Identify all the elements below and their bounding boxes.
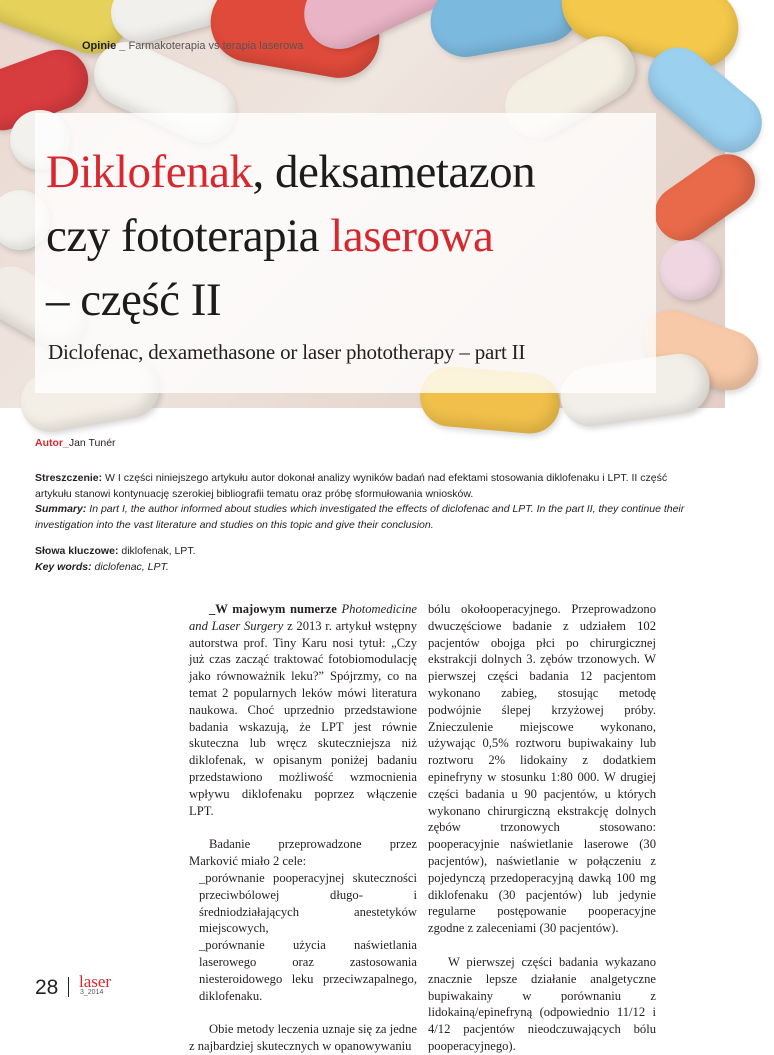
abstract-pl-text: W I części niniejszego artykułu autor dokonał analizy wyników badań nad efektami stosowania diklofenaku i LPT. II część artykułu stanowi kontynuację szerokiej bibliografii tematu oraz próbę sformułowania wniosków. (35, 472, 668, 500)
lead-in: _W majowym numerze (209, 602, 337, 616)
author-line (35, 436, 685, 452)
title-segment-2: , deksametazon (252, 146, 536, 198)
body-column-2 (428, 601, 656, 1055)
abstract-pl (35, 471, 685, 502)
title-highlight-2: laserowa (330, 210, 494, 262)
keywords-en-label: Key words: (35, 560, 92, 573)
author-name: Jan Tunér (68, 437, 116, 449)
body-paragraph: Obie metody leczenia uznaje się za jedne z najbardziej skutecznych w opanowywaniu (189, 1022, 417, 1054)
body-paragraph: W pierwszej części badania wykazano znacznie lepsze działanie analgetyczne bupiwakainy w porównaniu z lidokainą/epinefryną (odpowiednio 11/12 i 4/12 pacjentów nieodczuwających bólu pooperacyjnego). (428, 954, 656, 1053)
page-number: 28 (35, 976, 59, 999)
article-title (46, 140, 656, 332)
issue-number: 3_2014 (80, 989, 104, 996)
magazine-name: laser (79, 972, 112, 991)
keywords-en (35, 560, 685, 576)
body-paragraph: Badanie przeprowadzone przez Marković miało 2 cele: (189, 837, 417, 869)
list-item: _porównanie użycia naświetlania laserowego oraz zastosowania niesteroidowego leku przeciwzapalnego, diklofenaku. (199, 938, 417, 1003)
pill-shape (425, 0, 585, 62)
list-item: _porównanie pooperacyjnej skuteczności przeciwbólowej długo- i średniodziałających anestetyków miejscowych, (199, 870, 417, 936)
section-label: Opinie (82, 40, 117, 52)
article-subtitle: Diclofenac, dexamethasone or laser phototherapy – part II (48, 340, 526, 364)
section-separator: _ (116, 40, 129, 52)
abstract-en-text: In part I, the author informed about studies which investigated the effects of diclofenac and LPT. In the part II, they continue their investigation into the vast literature and studies on this topic and give their conclusion. (35, 503, 685, 531)
keywords (35, 544, 685, 575)
keywords-pl (35, 544, 685, 560)
keywords-en-text: diclofenac, LPT. (91, 560, 169, 573)
abstract-en-label: Summary: (35, 503, 87, 515)
abstract-en (35, 502, 685, 533)
tablet-shape (660, 240, 720, 300)
title-highlight-1: Diklofenak (46, 146, 253, 198)
pill-shape (644, 143, 766, 251)
title-segment-3: czy fototerapia (46, 210, 331, 262)
author-label: Autor_ (35, 437, 69, 449)
body-paragraph (189, 601, 417, 819)
title-segment-5: – część II (46, 274, 222, 326)
section-kicker (82, 40, 303, 52)
footer-divider (68, 977, 69, 997)
body-column-1 (189, 601, 417, 1055)
journal-name: Photomedicine and Laser Surgery (189, 602, 417, 633)
paragraph-text: z 2013 r. artykuł wstępny autorstwa prof. Tiny Karu nosi tytuł: „Czy już czas zacząć traktować fotobiomodulację jako równoważnik leku?” Spójrzmy, co na temat 2 popularnych leków mówi literatura naukowa. Choć uprzednio przedstawione badania wskazują, że LPT jest równie skuteczna lub wręcz skuteczniejsza niż diklofenak, w opisanym poniżej badaniu przedstawiono możliwość wzmocnienia wpływu diklofenaku poprzez włączenie LPT. (189, 618, 417, 818)
subsection-label: Farmakoterapia vs terapia laserowa (128, 40, 304, 52)
body-paragraph: bólu okołooperacyjnego. Przeprowadzono dwuczęściowe badanie z udziałem 102 pacjentów obojga płci po chirurgicznej ekstrakcji dolnych 3. zębów trzonowych. W pierwszej części badania 12 pacjentom wykonano zabieg, stosując metodę podwójnie ślepej krzyżowej próby. Znieczulenie miejscowe wykonano, używając 0,5% roztworu bupiwakainy lub roztworu 2% lidokainy z dodatkiem epinefryny w stosunku 1:80 000. W drugiej części badania u 90 pacjentów, u których wykonano chirurgiczną ekstrakcję dolnych zębów trzonowych stosowano: pooperacyjnie naświetlanie laserowe (30 pacjentów), naświetlanie w połączeniu z pojedynczą przedoperacyjną dawką 100 mg diklofenaku (30 pacjentów) lub jedynie regularne postępowanie pooperacyjne zgodne z zaleceniami (30 pacjentów). (428, 602, 656, 936)
keywords-pl-label: Słowa kluczowe: (35, 545, 119, 557)
abstract (35, 471, 685, 533)
abstract-pl-label: Streszczenie: (35, 472, 103, 484)
keywords-pl-text: diklofenak, LPT. (118, 545, 196, 557)
